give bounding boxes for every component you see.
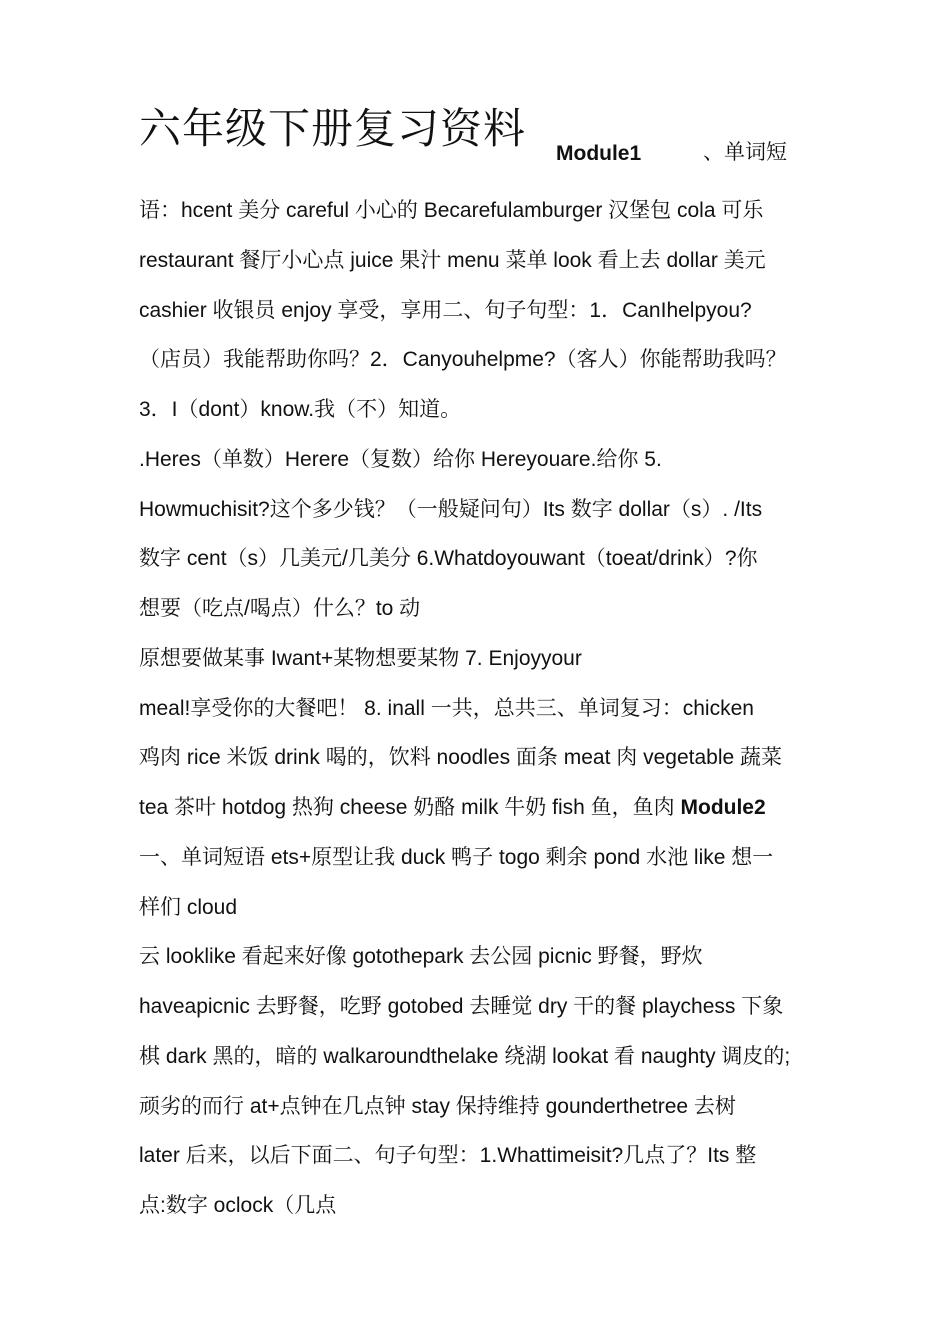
text-line: 3．I（dont）know.我（不）知道。 [139,398,462,421]
text-line: 点:数字 oclock（几点 [139,1194,337,1217]
header-tail-text: 、单词短 [703,141,787,164]
text-line: Howmuchisit?这个多少钱？（一般疑问句）Its 数字 dollar（s）. /Its [139,497,763,521]
text-line: 数字 cent（s）几美元/几美分 6.Whatdoyouwant（toeat/drink）?你 [139,547,758,571]
text-line: restaurant 餐厅小心点 juice 果汁 menu 菜单 look 看上去 dollar 美元 [139,248,766,272]
module1-heading: Module1 [556,142,642,165]
text-line: meal!享受你的大餐吧！ 8. inall 一共，总共三、单词复习：chicken [139,696,754,720]
text-line: haveapicnic 去野餐，吃野 gotobed 去睡觉 dry 干的餐 playchess 下象 [139,995,784,1018]
module2-heading: Module2 [680,796,766,819]
page-title: 六年级下册复习资料 [139,107,527,153]
text-line: 样们 cloud [139,895,238,919]
text-line: 云 looklike 看起来好像 gotothepark 去公园 picnic 野餐，野炊 [139,945,703,969]
text-line-with-module2 [139,783,839,833]
text-line: 一、单词短语 ets+原型让我 duck 鸭子 togo 剩余 pond 水池 like 想一 [139,845,774,869]
text-line: .Heres（单数）Herere（复数）给你 Hereyouare.给你 5. [139,447,662,471]
text-line: later 后来，以后下面二、句子句型：1.Whattimeisit?几点了？Its 整 [139,1144,757,1168]
text-line-segment: tea 茶叶 hotdog 热狗 cheese 奶酪 milk 牛奶 fish 鱼，鱼肉 [139,796,681,819]
text-line: 原想要做某事 Iwant+某物想要某物 7. Enjoyyour [139,646,582,670]
text-line: cashier 收银员 enjoy 享受，享用二、句子句型：1．CanIhelpyou? [139,298,752,322]
text-line: 语：hcent 美分 careful 小心的 Becarefulamburger 汉堡包 cola 可乐 [139,199,764,222]
text-line: （店员）我能帮助你吗？2．Canyouhelpme?（客人）你能帮助我吗？ [139,348,787,372]
text-line: 顽劣的而行 at+点钟在几点钟 stay 保持维持 gounderthetree 去树 [139,1094,736,1118]
body-text [139,186,839,1231]
text-line: 想要（吃点/喝点）什么？to 动 [139,597,421,620]
text-line: 鸡肉 rice 米饭 drink 喝的，饮料 noodles 面条 meat 肉 vegetable 蔬菜 [139,746,783,770]
text-line: 棋 dark 黑的，暗的 walkaroundthelake 绕湖 lookat 看 naughty 调皮的; [139,1044,791,1068]
